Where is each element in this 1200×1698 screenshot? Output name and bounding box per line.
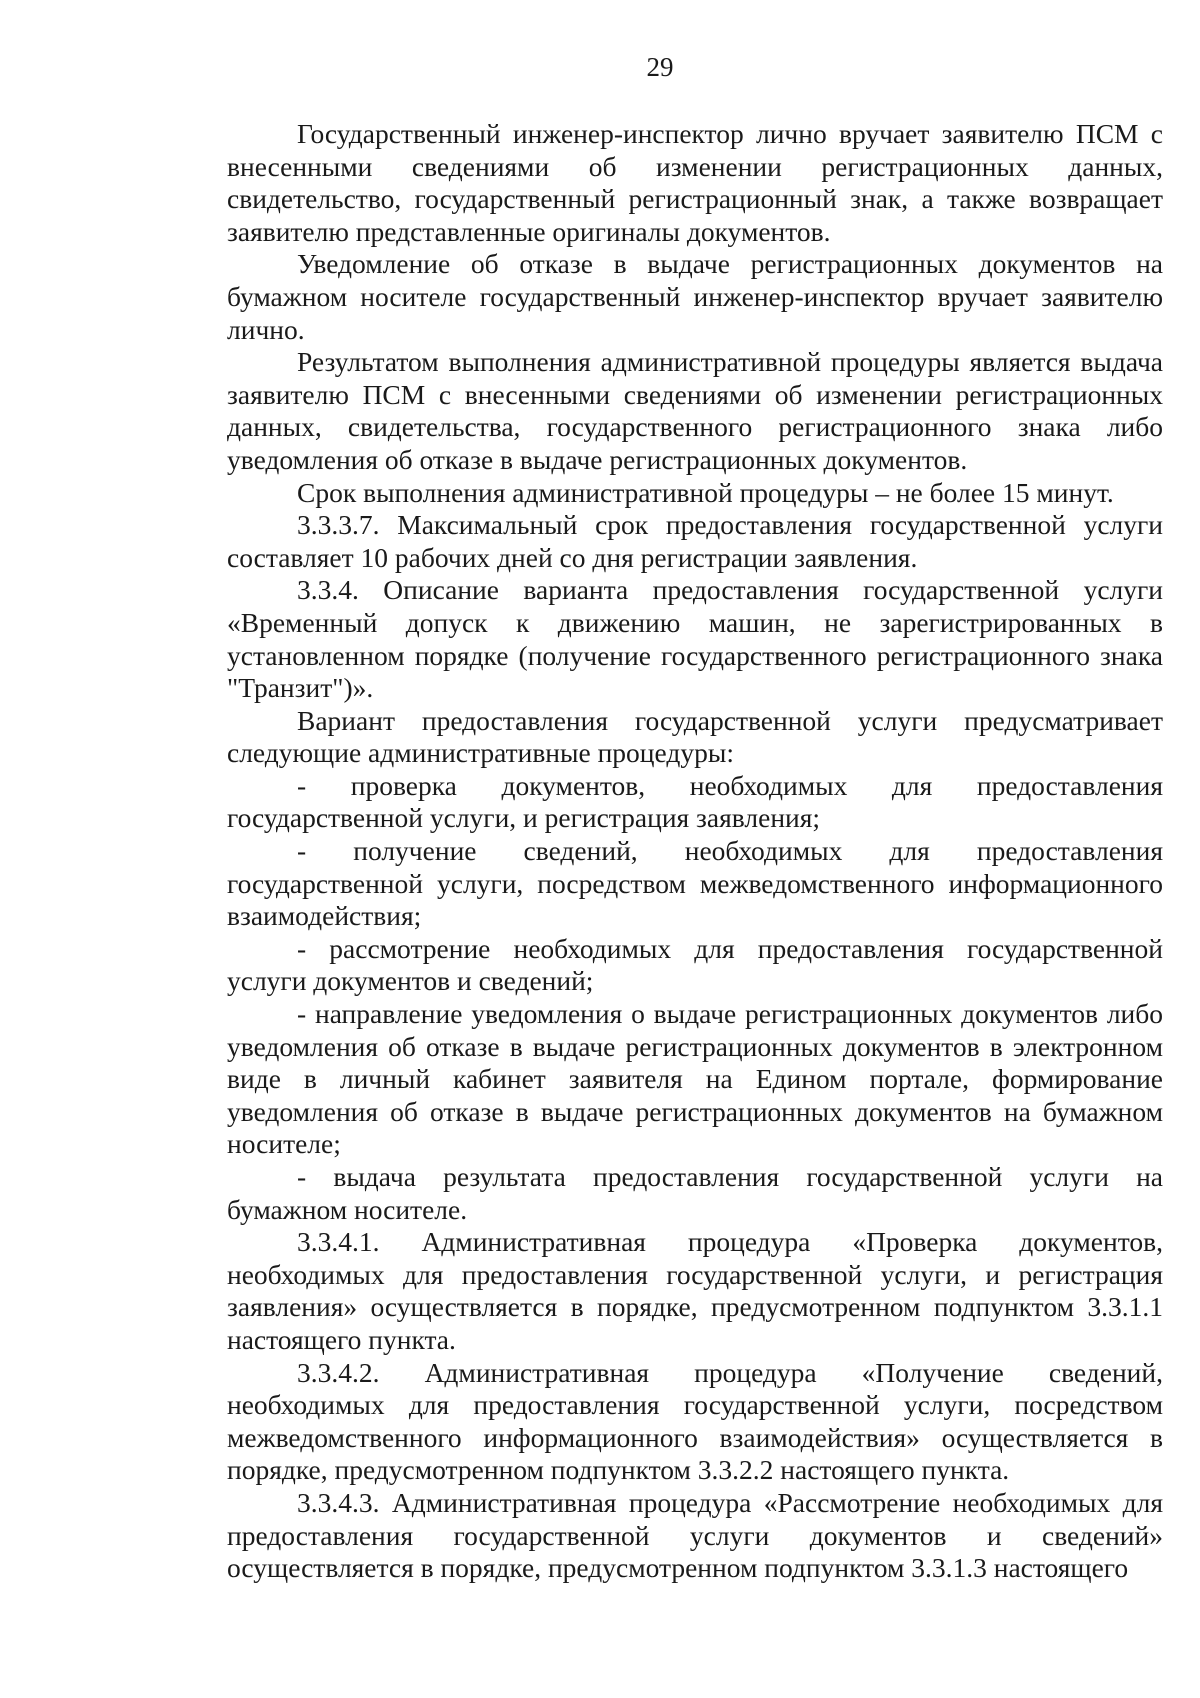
list-item: - получение сведений, необходимых для предоставления государственной услуги, посредством межведомственного информационного взаимодействия; (227, 835, 1163, 932)
page-number: 29 (646, 52, 674, 82)
list-item: - направление уведомления о выдаче регистрационных документов либо уведомления об отказе в выдаче регистрационных документов в электронном виде в личный кабинет заявителя на Едином портале, формирование уведомления об отказе в выдаче регистрационных документов на бумажном носителе; (227, 998, 1163, 1160)
paragraph: 3.3.4. Описание варианта предоставления государственной услуги «Временный допуск к движению машин, не зарегистрированных в установленном порядке (получение государственного регистрационного знака "Транзит")». (227, 574, 1163, 704)
paragraph: Срок выполнения административной процедуры – не более 15 минут. (297, 476, 1114, 508)
paragraph: 3.3.4.1. Административная процедура «Проверка документов, необходимых для предоставления государственной услуги, и регистрация заявления» осуществляется в порядке, предусмотренном подпунктом 3.3.1.1 настоящего пункта. (227, 1226, 1163, 1355)
paragraph: 3.3.4.3. Административная процедура «Рассмотрение необходимых для предоставления государственной услуги документов и сведений» осуществляется в порядке, предусмотренном подпунктом 3.3.1.3 настоящего (227, 1486, 1163, 1584)
list-item: - рассмотрение необходимых для предоставления государственной услуги документов и сведений; (227, 932, 1163, 997)
paragraph: Государственный инженер-инспектор лично вручает заявителю ПСМ с внесенными сведениями об изменении регистрационных данных, свидетельство, государственный регистрационный знак, а также возвращает заявителю представленные оригиналы документов. (227, 118, 1163, 247)
paragraph: 3.3.4.2. Административная процедура «Получение сведений, необходимых для предоставления государственной услуги, посредством межведомственного информационного взаимодействия» осуществляется в порядке, предусмотренном подпунктом 3.3.2.2 настоящего пункта. (227, 1356, 1163, 1486)
list-item: - выдача результата предоставления государственной услуги на бумажном носителе. (227, 1161, 1163, 1225)
paragraph: 3.3.3.7. Максимальный срок предоставления государственной услуги составляет 10 рабочих дней со дня регистрации заявления. (227, 509, 1163, 573)
list-item: - проверка документов, необходимых для предоставления государственной услуги, и регистрация заявления; (227, 769, 1163, 834)
paragraph: Уведомление об отказе в выдаче регистрационных документов на бумажном носителе государственный инженер-инспектор вручает заявителю лично. (227, 248, 1163, 345)
document-body (227, 118, 1163, 1585)
paragraph: Результатом выполнения административной процедуры является выдача заявителю ПСМ с внесенными сведениями об изменении регистрационных данных, свидетельства, государственного регистрационного знака либо уведомления об отказе в выдаче регистрационных документов. (227, 346, 1163, 475)
paragraph: Вариант предоставления государственной услуги предусматривает следующие административные процедуры: (227, 704, 1163, 769)
